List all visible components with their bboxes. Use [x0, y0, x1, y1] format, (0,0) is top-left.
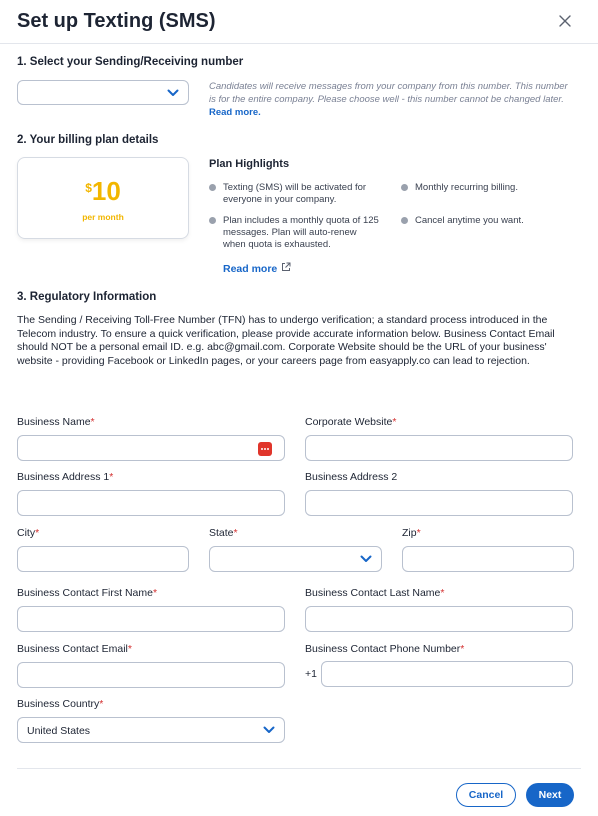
highlight-item	[223, 182, 388, 206]
required-mark: *	[109, 471, 114, 483]
city-field[interactable]	[17, 546, 189, 572]
city-label	[17, 527, 39, 539]
contact-phone-field[interactable]	[321, 661, 573, 687]
required-mark: *	[152, 587, 158, 599]
section3-heading: 3. Regulatory Information	[17, 291, 157, 303]
highlight-text: Cancel anytime you want.	[415, 215, 524, 226]
label-text: Business Address 2	[305, 471, 398, 483]
contact-last-name-label	[305, 587, 445, 599]
business-address-2-field[interactable]	[305, 490, 573, 516]
required-mark: *	[127, 643, 132, 655]
bullet-icon	[401, 184, 408, 191]
zip-field[interactable]	[402, 546, 574, 572]
required-mark: *	[35, 527, 40, 539]
price-period: per month	[82, 212, 124, 222]
sending-number-select[interactable]	[17, 80, 189, 105]
label-text: Business Contact Email	[17, 643, 128, 655]
label-text: Business Address 1	[17, 471, 110, 483]
corporate-website-input[interactable]	[306, 436, 572, 460]
section2-heading: 2. Your billing plan details	[17, 134, 159, 146]
label-text: Business Name	[17, 416, 91, 428]
highlight-text: Texting (SMS) will be activated for everyone in your company.	[223, 182, 367, 205]
bullet-icon	[209, 217, 216, 224]
contact-last-name-field[interactable]	[305, 606, 573, 632]
contact-last-name-input[interactable]	[306, 607, 572, 631]
regulatory-description: The Sending / Receiving Toll-Free Number (TFN) has to undergo verification; a standard process introduced in the Telecom industry. To ensure a quick verification, please provide accurate information below. Business Contact Email should NOT be a personal email ID. e.g. abc@gmail.com. Corporate Website should be the URL of your business' website - providing Facebook or LinkedIn pages, or your careers page from easyapply.co can lead to rejection.	[17, 314, 555, 367]
highlight-text: Monthly recurring billing.	[415, 182, 518, 193]
chevron-down-icon	[167, 89, 179, 97]
external-link-icon	[281, 262, 291, 275]
label-text: Business Country	[17, 698, 100, 710]
country-selected-value: United States	[27, 725, 91, 737]
label-text: City	[17, 527, 36, 539]
business-address-1-input[interactable]	[18, 491, 284, 515]
contact-first-name-label	[17, 587, 157, 599]
required-mark: *	[90, 416, 95, 428]
next-button[interactable]: Next	[526, 783, 574, 807]
price	[18, 176, 188, 207]
dialog-title: Set up Texting (SMS)	[17, 10, 216, 32]
label-text: Business Contact Last Name	[305, 587, 441, 599]
required-mark: *	[99, 698, 104, 710]
read-more-label: Read more	[223, 262, 278, 275]
highlight-item	[223, 215, 381, 251]
label-text: Business Contact First Name	[17, 587, 153, 599]
price-currency: $	[85, 181, 92, 195]
required-mark: *	[416, 527, 421, 539]
business-name-label	[17, 416, 95, 428]
label-text: State	[209, 527, 234, 539]
required-mark: *	[392, 416, 397, 428]
chevron-down-icon	[360, 555, 372, 563]
highlight-item	[415, 215, 575, 227]
plan-highlights-title: Plan Highlights	[209, 158, 290, 170]
plan-read-more-link[interactable]	[223, 262, 291, 275]
bullet-icon	[401, 217, 408, 224]
required-mark: *	[460, 643, 465, 655]
close-icon[interactable]	[558, 14, 572, 28]
cancel-button[interactable]: Cancel	[456, 783, 516, 807]
chevron-down-icon	[263, 726, 275, 734]
label-text: Zip	[402, 527, 417, 539]
hint-text: Candidates will receive messages from your company from this number. This number is for the entire company. Please choose well - this number cannot be changed later.	[209, 81, 568, 105]
business-name-input[interactable]	[18, 436, 284, 460]
highlight-item	[415, 182, 575, 194]
dialog-header	[0, 0, 598, 44]
price-card	[17, 157, 189, 239]
password-manager-icon[interactable]	[258, 442, 272, 456]
state-select[interactable]	[209, 546, 382, 572]
contact-first-name-field[interactable]	[17, 606, 285, 632]
city-input[interactable]	[18, 547, 188, 571]
business-address-1-label	[17, 471, 113, 483]
corporate-website-field[interactable]	[305, 435, 573, 461]
label-text: Business Contact Phone Number	[305, 643, 461, 655]
price-amount: 10	[91, 176, 121, 206]
zip-label	[402, 527, 421, 539]
footer-divider	[17, 768, 581, 769]
read-more-link[interactable]: Read more.	[209, 107, 261, 118]
contact-email-label	[17, 643, 132, 655]
contact-email-field[interactable]	[17, 662, 285, 688]
required-mark: *	[440, 587, 445, 599]
corporate-website-label	[305, 416, 396, 428]
business-address-2-label	[305, 471, 397, 483]
contact-email-input[interactable]	[18, 663, 284, 687]
bullet-icon	[209, 184, 216, 191]
sending-number-hint	[209, 80, 569, 119]
country-label	[17, 698, 103, 710]
contact-phone-input[interactable]	[322, 662, 572, 686]
business-address-2-input[interactable]	[306, 491, 572, 515]
business-address-1-field[interactable]	[17, 490, 285, 516]
contact-first-name-input[interactable]	[18, 607, 284, 631]
state-label	[209, 527, 238, 539]
phone-country-code: +1	[305, 668, 317, 680]
country-select[interactable]	[17, 717, 285, 743]
required-mark: *	[233, 527, 238, 539]
contact-phone-label	[305, 643, 464, 655]
label-text: Corporate Website	[305, 416, 393, 428]
highlight-text: Plan includes a monthly quota of 125 messages. Plan will auto-renew when quota is exhausted.	[223, 215, 379, 250]
zip-input[interactable]	[403, 547, 573, 571]
business-name-field[interactable]	[17, 435, 285, 461]
section1-heading: 1. Select your Sending/Receiving number	[17, 56, 244, 68]
